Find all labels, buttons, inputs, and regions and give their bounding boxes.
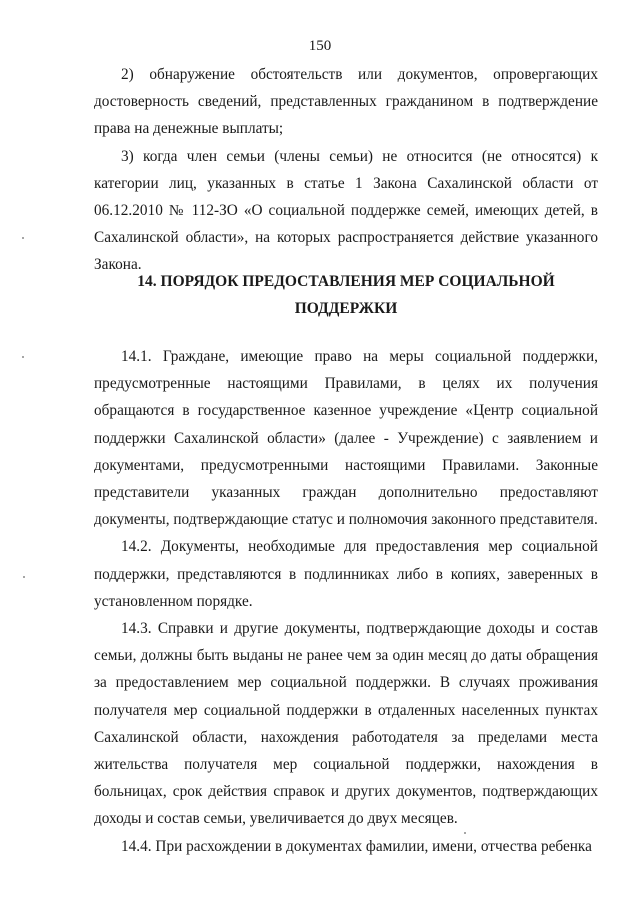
page-number: 150 <box>308 38 332 54</box>
section-body <box>94 343 598 860</box>
scan-speck <box>22 356 24 358</box>
scan-speck <box>23 576 25 578</box>
list-item-2: 2) обнаружение обстоятельств или документов, опровергающих достоверность сведений, представленных гражданином в подтверждение права на денежные выплаты; <box>94 66 598 138</box>
scan-speck <box>22 237 24 239</box>
paragraph-14-3: 14.3. Справки и другие документы, подтверждающие доходы и состав семьи, должны быть выданы не ранее чем за один месяц до даты обращения за предоставлением мер социальной поддержки. В случаях проживания получателя мер социальной поддержки в отдаленных населенных пунктах Сахалинской области, нахождения работодателя за пределами места жительства получателя мер социальной поддержки, нахождения в больницах, срок действия справок и других документов, подтверждающих доходы и состав семьи, увеличивается до двух месяцев. <box>94 620 598 828</box>
paragraph-14-4: 14.4. При расхождении в документах фамилии, имени, отчества ребенка <box>121 837 592 855</box>
section-heading-line-1: 14. ПОРЯДОК ПРЕДОСТАВЛЕНИЯ МЕР СОЦИАЛЬНОЙ <box>137 273 555 290</box>
scan-speck <box>464 832 466 834</box>
section-heading-line-2: ПОДДЕРЖКИ <box>294 300 398 317</box>
section-heading <box>94 268 598 322</box>
list-item-3: 3) когда член семьи (члены семьи) не относится (не относятся) к категории лиц, указанных в статье 1 Закона Сахалинской области от 06.12.2010 № 112-ЗО «О социальной поддержке семей, имеющих детей, в Сахалинской области», на которых распространяется действие указанного Закона. <box>94 147 598 274</box>
list-items-block <box>94 61 598 279</box>
paragraph-14-1: 14.1. Граждане, имеющие право на меры социальной поддержки, предусмотренные настоящими Правилами, в целях их получения обращаются в государственное казенное учреждение «Центр социальной поддержки Сахалинской области» (далее - Учреждение) с заявлением и документами, предусмотренными настоящими Правилами. Законные представители указанных граждан дополнительно предоставляют документы, подтверждающие статус и полномочия законного представителя. <box>94 348 598 529</box>
paragraph-14-2: 14.2. Документы, необходимые для предоставления мер социальной поддержки, представляются в подлинниках либо в копиях, заверенных в установленном порядке. <box>94 538 598 610</box>
